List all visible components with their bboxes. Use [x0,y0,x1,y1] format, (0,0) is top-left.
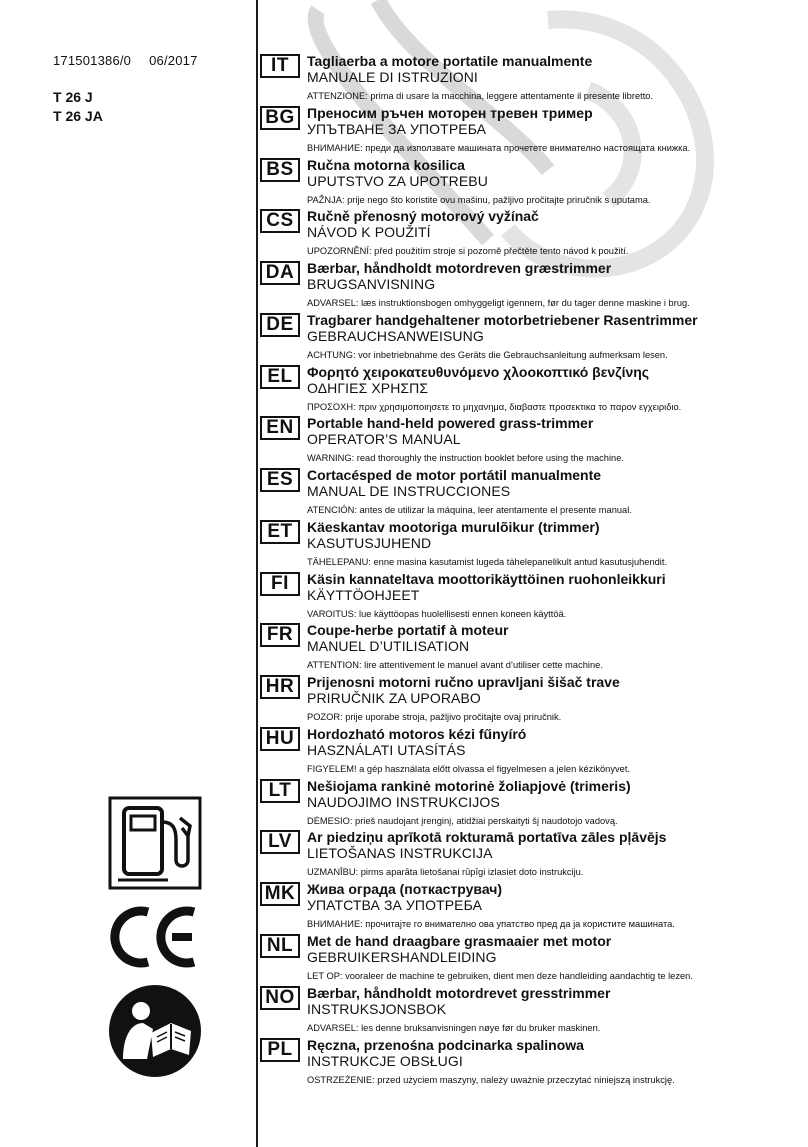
warning-text: OSTRZEŻENIE: przed użyciem maszyny, należy uważnie przeczytać niniejszą instrukcję. [307,1074,675,1085]
document-number [53,53,198,68]
warning-text: WARNING: read thoroughly the instruction booklet before using the machine. [307,453,624,464]
warning-text: TÄHELEPANU: enne masina kasutamist lugeda tähelepanelikult antud kasutusjuhendit. [307,556,668,567]
manual-title: NAUDOJIMO INSTRUKCIJOS [307,793,500,810]
product-title: Portable hand-held powered grass-trimmer [307,415,594,432]
language-entry-es [260,465,800,517]
warning-text: ATENCIÓN: antes de utilizar la máquina, leer atentamente el presente manual. [307,505,632,516]
language-entry-cs [260,206,800,258]
warning-text: UPOZORNĚNÍ: před použitím stroje si pozorně přečtěte tento návod k použití. [307,246,629,257]
language-entry-lt [260,776,800,828]
warning-text: ACHTUNG: vor inbetriebnahme des Geräts die Gebrauchsanleitung aufmerksam lesen. [307,349,668,360]
language-list [260,51,800,1086]
language-entry-da [260,258,800,310]
warning-text: ATTENTION: lire attentivement le manuel avant d’utiliser cette machine. [307,660,603,671]
language-code-badge: HR [260,675,300,699]
language-entry-fr [260,620,800,672]
manual-title: NÁVOD K POUŽITÍ [307,224,431,241]
warning-text: VAROITUS: lue käyttöopas huolellisesti ennen koneen käyttöä. [307,608,567,619]
manual-title: УПАТСТВА ЗА УПОТРЕБА [307,897,483,914]
language-code-badge: FI [260,572,300,596]
language-entry-et [260,517,800,569]
fuel-pump-icon [108,796,202,890]
language-code-badge: BS [260,158,300,182]
manual-title: KÄYTTÖOHJEET [307,586,420,603]
product-title: Преносим ръчен моторен тревен тример [307,104,593,121]
language-entry-de [260,310,800,362]
language-code-badge: IT [260,54,300,78]
product-title: Met de hand draagbare grasmaaier met motor [307,933,612,950]
language-entry-no [260,983,800,1035]
language-code-badge: NO [260,986,300,1010]
language-entry-bs [260,155,800,207]
warning-text: ADVARSEL: les denne bruksanvisningen nøye før du bruker maskinen. [307,1022,601,1033]
product-title: Prijenosni motorni ručno upravljani šišač trave [307,674,620,691]
manual-title: PRIRUČNIK ZA UPORABO [307,690,481,707]
doc-number-code: 171501386/0 [53,53,132,68]
language-entry-pl [260,1035,800,1087]
warning-text: ВНИМАНИЕ: прочитајте го внимателно ова упатство пред да ја користите машината. [307,919,675,930]
manual-title: ΟΔΗΓΙΕΣ ΧΡΗΣΠΣ [307,379,429,396]
language-entry-bg [260,103,800,155]
warning-text: PAŽNJA: prije nego što koristite ovu mašinu, pažljivo pročitajte priručnik s uputama. [307,194,651,205]
manual-title: MANUEL D’UTILISATION [307,638,470,655]
vertical-divider [256,0,258,1147]
manual-title: GEBRUIKERSHANDLEIDING [307,949,497,966]
language-code-badge: LV [260,830,300,854]
language-code-badge: LT [260,779,300,803]
ce-mark-icon [108,906,200,968]
model-name: T 26 J [53,89,93,105]
warning-text: ADVARSEL: læs instruktionsbogen omhyggeligt igennem, før du tager denne maskine i brug. [307,298,690,309]
product-title: Käeskantav mootoriga murulõikur (trimmer) [307,518,600,535]
read-manual-icon [107,983,203,1079]
language-entry-lv [260,827,800,879]
warning-text: POZOR: prije uporabe stroja, pažljivo pročitajte ovaj priručnik. [307,712,562,723]
product-title: Ručna motorna kosilica [307,156,465,173]
language-code-badge: ET [260,520,300,544]
product-title: Hordozható motoros kézi fűnyíró [307,725,527,742]
language-entry-en [260,413,800,465]
product-title: Φορητό χειροκατευθυνόμενο χλοοκοπτικό βενζίνης [307,363,650,380]
manual-title: MANUAL DE INSTRUCCIONES [307,483,511,500]
language-code-badge: EN [260,416,300,440]
product-title: Käsin kannateltava moottorikäyttöinen ruohonleikkuri [307,570,666,587]
product-title: Cortacésped de motor portátil manualmente [307,467,602,484]
language-entry-it [260,51,800,103]
manual-title: UPUTSTVO ZA UPOTREBU [307,172,488,189]
language-code-badge: HU [260,727,300,751]
product-title: Tagliaerba a motore portatile manualmente [307,53,593,69]
language-code-badge: DA [260,261,300,285]
language-code-badge: NL [260,934,300,958]
warning-text: LET OP: vooraleer de machine te gebruiken, dient men deze handleiding aandachtig te lezen. [307,971,693,982]
language-code-badge: PL [260,1038,300,1062]
warning-text: UZMANĪBU: pirms aparāta lietošanai rūpīgi izlasiet doto instrukciju. [307,867,584,878]
manual-title: BRUGSANVISNING [307,276,436,293]
language-code-badge: ES [260,468,300,492]
manual-title: HASZNÁLATI UTASÍTÁS [307,741,466,758]
model-name: T 26 JA [53,108,103,124]
language-entry-hr [260,672,800,724]
language-code-badge: CS [260,209,300,233]
product-title: Bærbar, håndholdt motordrevet gresstrimmer [307,984,611,1001]
manual-title: LIETOŠANAS INSTRUKCIJA [307,845,493,862]
warning-text: FIGYELEM! a gép használata előtt olvassa el figyelmesen a jelen kézikönyvet. [307,763,630,774]
manual-title: OPERATOR’S MANUAL [307,431,461,448]
manual-title: INSTRUKCJE OBSŁUGI [307,1052,463,1069]
manual-title: KASUTUSJUHEND [307,534,432,551]
product-title: Coupe-herbe portatif à moteur [307,622,509,639]
product-title: Nešiojama rankinė motorinė žoliapjovė (trimeris) [307,777,631,794]
warning-text: ATTENZIONE: prima di usare la macchina, leggere attentamente il presente libretto. [307,91,654,101]
manual-title: УПЪТВАНЕ ЗА УПОТРЕБА [307,120,487,137]
product-title: Жива ограда (поткаструвач) [307,881,503,898]
language-code-badge: EL [260,365,300,389]
product-title: Bærbar, håndholdt motordreven græstrimmer [307,260,612,277]
manual-title: MANUALE DI ISTRUZIONI [307,69,478,85]
language-code-badge: DE [260,313,300,337]
language-code-badge: BG [260,106,300,130]
product-title: Ar piedziņu aprīkotā rokturamā portatīva zāles pļāvējs [307,829,667,846]
manual-title: GEBRAUCHSANWEISUNG [307,327,484,344]
language-code-badge: FR [260,623,300,647]
language-entry-nl [260,931,800,983]
language-entry-hu [260,724,800,776]
product-title: Tragbarer handgehaltener motorbetriebener Rasentrimmer [307,311,698,328]
warning-text: ΠΡΟΣΟΧΗ: πριν χρησιμοποιησετε το μηχανημα, διαβαστε προσεκτικα το παρον εγχειριδιο. [307,401,682,412]
language-entry-el [260,362,800,414]
language-entry-mk [260,879,800,931]
warning-text: DĖMESIO: prieš naudojant įrenginį, atidžiai perskaityti šį naudotojo vadovą. [307,815,618,826]
product-title: Ręczna, przenośna podcinarka spalinowa [307,1036,584,1053]
warning-text: ВНИМАНИЕ: преди да използвате машината прочетете внимателно настоящата книжка. [307,142,691,153]
doc-date: 06/2017 [149,53,198,68]
manual-title: INSTRUKSJONSBOK [307,1000,447,1017]
product-title: Ručně přenosný motorový vyžínač [307,208,539,225]
language-entry-fi [260,569,800,621]
language-code-badge: MK [260,882,300,906]
